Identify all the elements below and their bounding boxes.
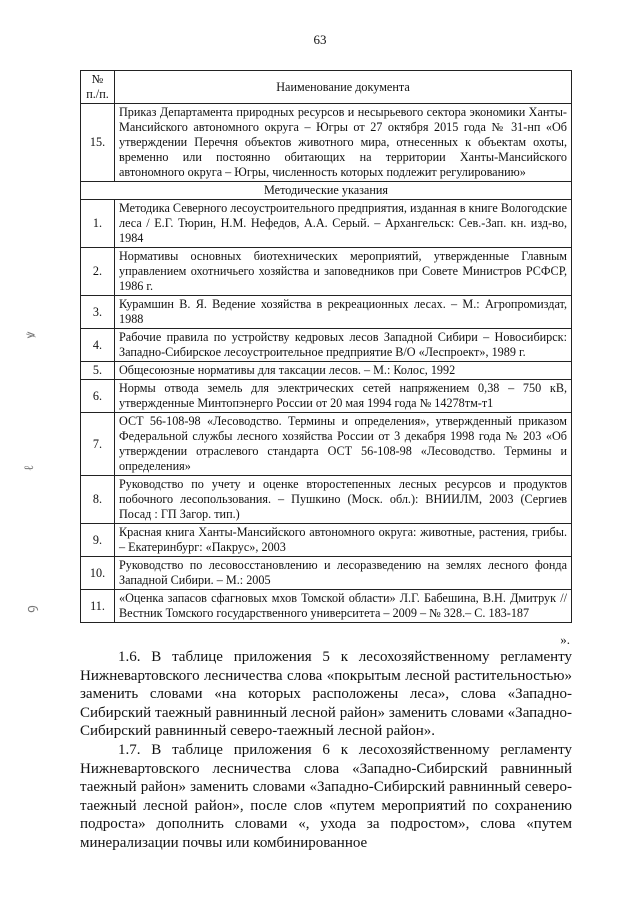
header-number: № п./п. (81, 71, 115, 104)
row-number: 8. (81, 476, 115, 524)
table-row (81, 380, 572, 413)
margin-handwritten-mark: ꝟ (22, 331, 38, 339)
table-row (81, 104, 572, 182)
row-document-name: Курамшин В. Я. Ведение хозяйства в рекреационных лесах. – М.: Агропромиздат, 1988 (115, 296, 572, 329)
header-document-name: Наименование документа (115, 71, 572, 104)
table-row (81, 590, 572, 623)
section-row (81, 182, 572, 200)
table-row (81, 476, 572, 524)
table-row (81, 362, 572, 380)
row-document-name: Рабочие правила по устройству кедровых лесов Западной Сибири – Новосибирск: Западно-Сибирское лесоустроительное предприятие В/О «Леспроект», 1989 г. (115, 329, 572, 362)
row-number: 1. (81, 200, 115, 248)
row-number: 2. (81, 248, 115, 296)
margin-handwritten-mark: ℓ (21, 464, 37, 472)
table-row (81, 524, 572, 557)
table-row (81, 413, 572, 476)
row-number: 9. (81, 524, 115, 557)
row-number: 4. (81, 329, 115, 362)
row-number: 10. (81, 557, 115, 590)
margin-handwritten-mark: ꝯ (22, 605, 38, 613)
row-document-name: Нормы отвода земель для электрических сетей напряжением 0,38 – 750 кВ, утвержденные Минтопэнерго России от 20 мая 1994 года № 14278тм-т1 (115, 380, 572, 413)
row-document-name: Приказ Департамента природных ресурсов и несырьевого сектора экономики Ханты-Мансийского автономного округа – Югры от 27 октября 2015 года № 31-нп «Об утверждении Перечня объектов животного мира, отнесенных к объектам охоты, временно или постоянно обитающих на территории Ханты-Мансийского автономного округа – Югры, численность которых подлежит регулированию» (115, 104, 572, 182)
row-number: 6. (81, 380, 115, 413)
section-title: Методические указания (81, 182, 572, 200)
row-document-name: «Оценка запасов сфагновых мхов Томской области» Л.Г. Бабешина, В.Н. Дмитрук // Вестник Томского государственного университета – 2009 – № 328.– С. 183-187 (115, 590, 572, 623)
row-document-name: Методика Северного лесоустроительного предприятия, изданная в книге Вологодские леса / Е.Г. Тюрин, Н.М. Нефедов, А.А. Серый. – Архангельск: Сев.-Зап. кн. изд-во, 1984 (115, 200, 572, 248)
table-row (81, 248, 572, 296)
row-number: 15. (81, 104, 115, 182)
row-document-name: Руководство по учету и оценке второстепенных лесных ресурсов и продуктов побочного лесопользования. – Пушкино (Моск. обл.): ВНИИЛМ, 2003 (Сергиев Посад : ГП Загор. тип.) (115, 476, 572, 524)
row-number: 3. (81, 296, 115, 329)
paragraph-1-7: 1.7. В таблице приложения 6 к лесохозяйственному регламенту Нижневартовского лесничества слова «Западно-Сибирский равнинный таежный район» заменить словами «Западно-Сибирский равнинный северо-таежный лесной район», после слов «путем мероприятий по сохранению подроста» дополнить словами «, ухода за подростом», слова «путем минерализации почвы или комбинированное (80, 742, 572, 851)
row-document-name: Руководство по лесовосстановлению и лесоразведению на землях лесного фонда Западной Сибири. – М.: 2005 (115, 557, 572, 590)
table-row (81, 296, 572, 329)
row-document-name: ОСТ 56-108-98 «Лесоводство. Термины и определения», утвержденный приказом Федеральной службы лесного хозяйства России от 3 декабря 1998 года № 203 «Об утверждении отраслевого стандарта ОСТ 56-108-98 «Лесоводство. Термины и определения» (115, 413, 572, 476)
table-row (81, 200, 572, 248)
row-document-name: Красная книга Ханты-Мансийского автономного округа: животные, растения, грибы. – Екатеринбург: «Пакрус», 2003 (115, 524, 572, 557)
row-document-name: Общесоюзные нормативы для таксации лесов. – М.: Колос, 1992 (115, 362, 572, 380)
table-row (81, 329, 572, 362)
paragraph-1-6: 1.6. В таблице приложения 5 к лесохозяйственному регламенту Нижневартовского лесничества слова «покрытым лесной растительностью» заменить словами «на которых расположены леса», слова «Западно-Сибирский таежный равнинный лесной район» заменить словами «Западно-Сибирский равнинный северо-таежный лесной район». (80, 649, 572, 739)
page-number: 63 (313, 32, 327, 47)
closing-quote: ». (560, 632, 570, 647)
row-number: 5. (81, 362, 115, 380)
row-number: 11. (81, 590, 115, 623)
table-header-row (81, 71, 572, 104)
row-number: 7. (81, 413, 115, 476)
row-document-name: Нормативы основных биотехнических мероприятий, утвержденные Главным управлением охотничьего хозяйства и заповедников при Совете Министров РСФСР, 1986 г. (115, 248, 572, 296)
documents-table (80, 70, 572, 623)
table-row (81, 557, 572, 590)
